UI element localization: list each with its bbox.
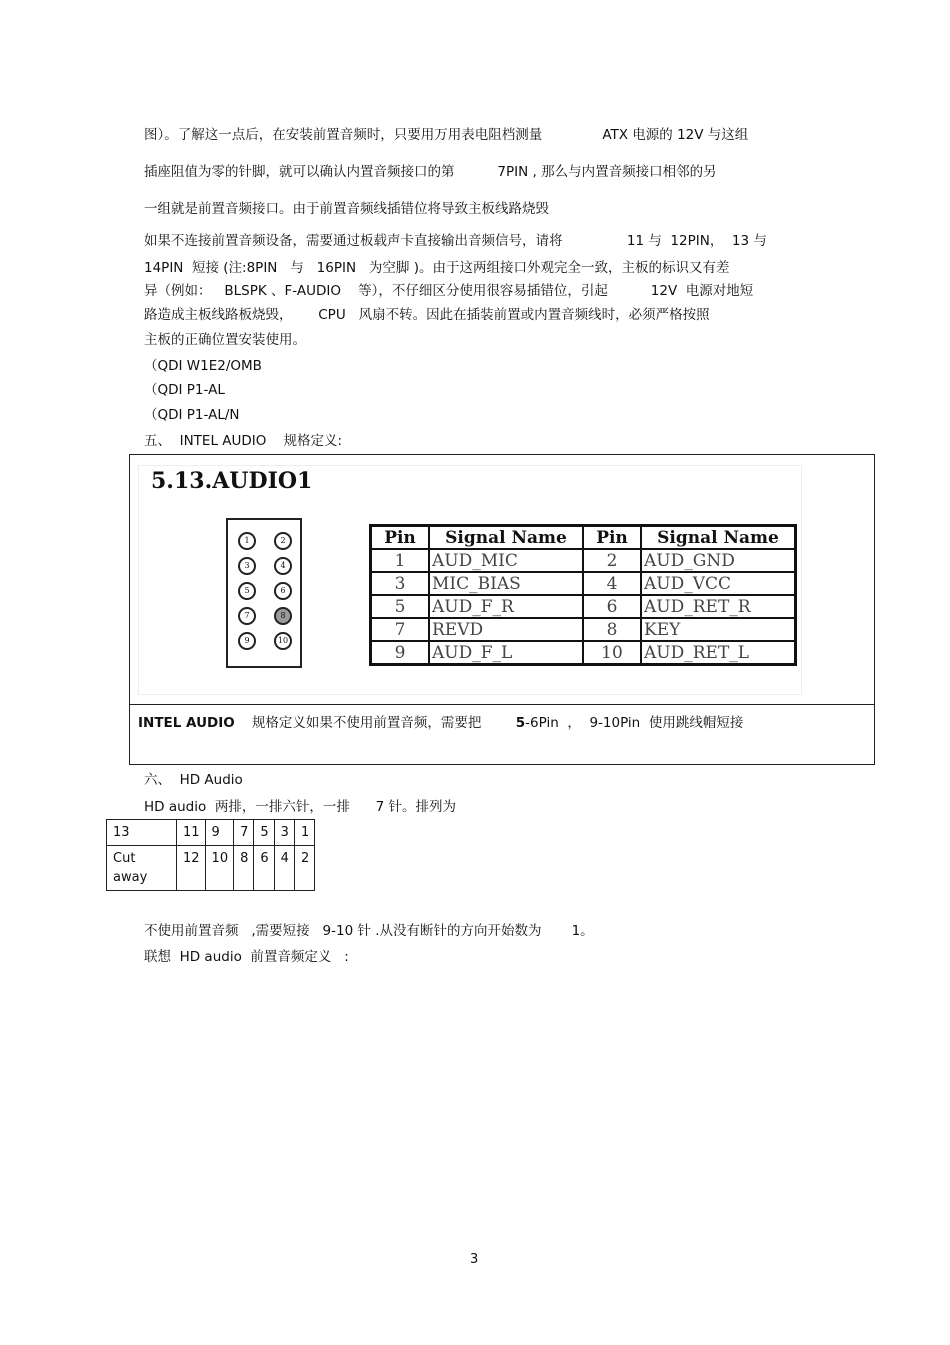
paragraph-line: 图）。了解这一点后，在安装前置音频时，只要用万用表电阻档测量 ATX 电源的 12V 与这组 — [144, 127, 749, 143]
cell: 8 — [234, 846, 254, 891]
cell: 6 — [583, 595, 641, 618]
table-row — [371, 549, 796, 572]
model-line: （QDI W1E2/OMB — [144, 358, 262, 374]
cell: AUD_VCC — [641, 572, 796, 595]
cell: 9 — [205, 820, 234, 846]
signal-table — [369, 524, 797, 666]
paragraph-line: 异（例如： BLSPK 、F-AUDIO 等），不仔细区分使用很容易插错位，引起 12V 电源对地短 — [144, 283, 754, 299]
table-row — [107, 820, 315, 846]
cell: AUD_RET_L — [641, 641, 796, 665]
note-label: INTEL AUDIO — [138, 715, 235, 731]
cell: 7 — [371, 618, 430, 641]
frame-divider — [130, 704, 874, 705]
cell: 5 — [371, 595, 430, 618]
table-row — [107, 846, 315, 891]
pin-2: 2 — [274, 532, 292, 550]
pin-8-key: 8 — [274, 607, 292, 625]
pin-1: 1 — [238, 532, 256, 550]
cell: 13 — [107, 820, 177, 846]
cell: Cut away — [107, 846, 177, 891]
pin-4: 4 — [274, 557, 292, 575]
cell: 8 — [583, 618, 641, 641]
cell: 11 — [177, 820, 206, 846]
cell: REVD — [429, 618, 583, 641]
cell: MIC_BIAS — [429, 572, 583, 595]
cell: 6 — [254, 846, 274, 891]
cell: AUD_F_R — [429, 595, 583, 618]
cell: 10 — [583, 641, 641, 665]
cell: AUD_GND — [641, 549, 796, 572]
paragraph-line: HD audio 两排，一排六针，一排 7 针。排列为 — [144, 799, 456, 815]
pin-6: 6 — [274, 582, 292, 600]
cell: 12 — [177, 846, 206, 891]
cell: 7 — [234, 820, 254, 846]
audio1-figure — [138, 465, 802, 695]
paragraph-line: 插座阻值为零的针脚，就可以确认内置音频接口的第 7PIN , 那么与内置音频接口相邻的另 — [144, 164, 717, 180]
table-row — [371, 618, 796, 641]
cell: AUD_MIC — [429, 549, 583, 572]
col-signal: Signal Name — [641, 526, 796, 550]
note-text: 规格定义如果不使用前置音频，需要把 — [234, 715, 516, 731]
cell: 10 — [205, 846, 234, 891]
intel-audio-figure-frame — [129, 454, 875, 765]
intel-audio-note — [138, 711, 743, 731]
figure-title: 5.13.AUDIO1 — [151, 468, 313, 494]
paragraph-line: 路造成主板线路板烧毁， CPU 风扇不转。因此在插装前置或内置音频线时，必须严格按照 — [144, 307, 710, 323]
note-pin-number: 5 — [515, 715, 526, 731]
cell: 5 — [254, 820, 274, 846]
col-signal: Signal Name — [429, 526, 583, 550]
pin-5: 5 — [238, 582, 256, 600]
page-number: 3 — [470, 1252, 479, 1267]
col-pin: Pin — [583, 526, 641, 550]
hd-audio-pin-grid — [106, 819, 315, 891]
paragraph-line: 一组就是前置音频接口。由于前置音频线插错位将导致主板线路烧毁 — [144, 201, 549, 217]
section-heading: 五、 INTEL AUDIO 规格定义: — [144, 433, 343, 449]
pin-header-diagram — [226, 518, 302, 668]
table-row — [371, 595, 796, 618]
note-text: -6Pin ， 9-10Pin 使用跳线帽短接 — [525, 715, 744, 731]
cell: 2 — [294, 846, 314, 891]
paragraph-line: 14PIN 短接 (注:8PIN 与 16PIN 为空脚 )。由于这两组接口外观完全一致，主板的标识又有差 — [144, 260, 730, 276]
paragraph-line: 如果不连接前置音频设备，需要通过板载声卡直接输出音频信号，请将 11 与 12PIN， 13 与 — [144, 233, 767, 249]
cell: AUD_RET_R — [641, 595, 796, 618]
cell: 1 — [294, 820, 314, 846]
cell: 4 — [274, 846, 294, 891]
model-line: （QDI P1-AL — [144, 382, 225, 398]
table-row — [371, 641, 796, 665]
pin-9: 9 — [238, 632, 256, 650]
section-heading: 六、 HD Audio — [144, 772, 243, 788]
pin-3: 3 — [238, 557, 256, 575]
model-line: （QDI P1-AL/N — [144, 407, 240, 423]
table-row — [371, 572, 796, 595]
cell: 4 — [583, 572, 641, 595]
paragraph-line: 不使用前置音频 ,需要短接 9-10 针 .从没有断针的方向开始数为 1。 — [144, 923, 594, 939]
paragraph-line: 联想 HD audio 前置音频定义 : — [144, 949, 349, 965]
pin-10: 10 — [274, 632, 292, 650]
paragraph-line: 主板的正确位置安装使用。 — [144, 332, 306, 348]
cell: 3 — [371, 572, 430, 595]
cell: 3 — [274, 820, 294, 846]
cell: 2 — [583, 549, 641, 572]
cell: 9 — [371, 641, 430, 665]
cell: AUD_F_L — [429, 641, 583, 665]
signal-table-header — [371, 526, 796, 550]
col-pin: Pin — [371, 526, 430, 550]
cell: 1 — [371, 549, 430, 572]
cell: KEY — [641, 618, 796, 641]
pin-7: 7 — [238, 607, 256, 625]
